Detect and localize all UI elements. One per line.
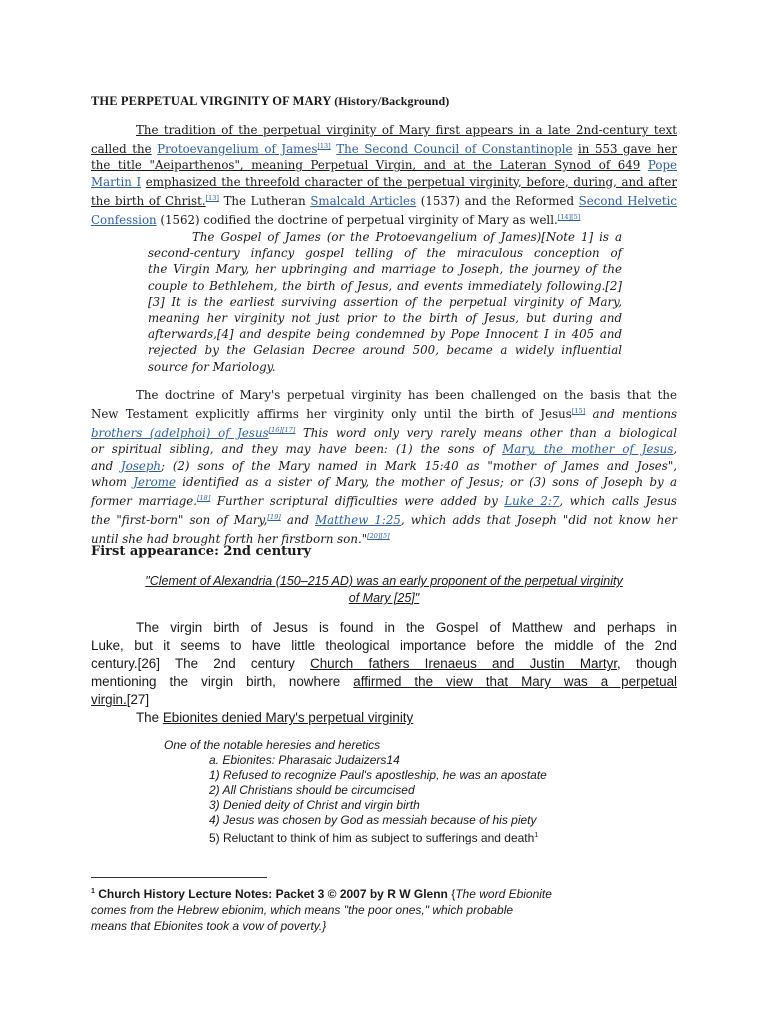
list-item: 4) Jesus was chosen by God as messiah because of his piety (209, 813, 537, 827)
quote-line: [3] It is the earliest surviving assertion of the perpetual virginity of Mary, (148, 294, 622, 309)
vb-line-6: The Ebionites denied Mary's perpetual virginity (136, 710, 414, 725)
intro-line-5: the birth of Christ.[13] The Lutheran Smalcald Articles (1537) and the Reformed Second Helvetic (91, 193, 678, 208)
footnote (91, 884, 591, 934)
link-mary-mother[interactable]: Mary, the mother of Jesus (502, 442, 674, 457)
link-joseph[interactable]: Joseph (121, 458, 162, 473)
citation-18[interactable]: [18] (197, 494, 211, 503)
footnote-source: Church History Lecture Notes: Packet 3 © 2007 by R W Glenn (98, 887, 448, 901)
quote-line: couple to Bethlehem, the birth of Jesus, and events immediately following.[2] (148, 278, 622, 293)
link-council-constantinople[interactable]: The Second Council of Constantinople (336, 142, 573, 157)
footnote-line-2: comes from the Hebrew ebionim, which means "the poor ones," which probable (91, 903, 514, 917)
intro-line-1: The tradition of the perpetual virginity of Mary first appears in a late 2nd-century text (136, 123, 677, 137)
quote-line: afterwards,[4] and despite being condemned by Pope Innocent I in 405 and (148, 327, 622, 342)
citation-20[interactable]: [20][5] (367, 532, 390, 541)
footnote-marker[interactable]: 1 (534, 832, 539, 839)
intro-line-4: Martin I emphasized the threefold character of the perpetual virginity, before, during, and after (91, 174, 677, 189)
virgin-birth-paragraph (91, 619, 677, 727)
link-jerome[interactable]: Jerome (133, 474, 176, 489)
link-protoevangelium[interactable]: Protoevangelium of James (157, 142, 318, 157)
page-title (91, 94, 449, 109)
affirmed-view-phrase: affirmed the view that Mary was a perpetual (353, 674, 678, 689)
doctrine-line-7: former marriage.[18] Further scriptural difficulties were added by Luke 2:7, which calls Jesus (91, 493, 677, 508)
quote-line: source for Mariology. (148, 359, 276, 374)
vb-line-5: virgin.[27] (91, 692, 150, 707)
vb-line-1: The virgin birth of Jesus is found in the Gospel of Matthew and perhaps in (136, 620, 677, 635)
doctrine-line-8: the "first-born" son of Mary,[19] and Matthew 1:25, which adds that Joseph "did not know her (91, 513, 677, 528)
footnote-line-3: means that Ebionites took a vow of poverty.} (91, 919, 327, 933)
citation-19[interactable]: [19] (267, 513, 281, 522)
list-item: 5) Reluctant to think of him as subject to sufferings and death$^1$ (209, 831, 539, 845)
doctrine-line-1: The doctrine of Mary's perpetual virginity has been challenged on the basis that the (136, 388, 677, 402)
clement-quote (91, 573, 677, 607)
link-pope[interactable]: Pope (647, 158, 677, 173)
doctrine-line-6: whom Jerome identified as a sister of Mary, the mother of Jesus; or (3) sons of Joseph by a (91, 474, 678, 489)
citation-13b[interactable]: [13] (205, 193, 219, 202)
link-smalcald[interactable]: Smalcald Articles (310, 193, 417, 208)
doctrine-line-4: or spiritual sibling, and they may have been: (1) the sons of Mary, the mother of Jesus, (91, 442, 677, 457)
gospel-of-james-quote (148, 229, 622, 375)
citation-13a[interactable]: [13] (317, 142, 331, 151)
doctrine-line-9: until she had brought forth her firstborn son."[20][5] (91, 532, 390, 547)
heresies-subheader: a. Ebionites: Pharasaic Judaizers14 (209, 753, 400, 767)
list-item: 3) Denied deity of Christ and virgin birth (209, 798, 420, 812)
quote-line: second-century infancy gospel telling of the miraculous conception of (148, 246, 622, 261)
doctrine-line-2: New Testament explicitly affirms her virginity only until the birth of Jesus[15] and mentions (91, 407, 678, 422)
quote-line: the Virgin Mary, her upbringing and marriage to Joseph, the journey of the (148, 262, 622, 277)
quote-line: The Gospel of James (or the Protoevangelium of James)[Note 1] is a (192, 230, 622, 244)
intro-line-3: the title "Aeiparthenos", meaning Perpetual Virgin, and at the Lateran Synod of 649 Pope (91, 158, 677, 173)
citation-14[interactable]: [14][5] (557, 212, 581, 221)
quote-line: meaning her virginity not just prior to the birth of Jesus, but during and (148, 311, 622, 326)
link-second-helvetic[interactable]: Second Helvetic (578, 193, 678, 208)
doctrine-paragraph (91, 387, 677, 547)
section-heading: First appearance: 2nd century (91, 544, 312, 559)
heresies-header: One of the notable heresies and heretics (164, 738, 381, 752)
citation-16-17[interactable]: [16][17] (268, 426, 296, 435)
citation-15[interactable]: [15] (571, 407, 586, 416)
intro-paragraph (91, 122, 677, 228)
link-brothers-of-jesus[interactable]: brothers (adelphoi) of Jesus (91, 426, 269, 441)
intro-line-6: Confession (1562) codified the doctrine of perpetual virginity of Mary as well.[14][5] (91, 212, 581, 227)
list-item: 1) Refused to recognize Paul's apostleship, he was an apostate (209, 768, 547, 782)
vb-line-4: mentioning the virgin birth, nowhere affirmed the view that Mary was a perpetual (91, 674, 678, 689)
link-confession[interactable]: Confession (91, 212, 157, 227)
title-sub: (History/Background) (334, 94, 450, 108)
footnote-line-1: $^1$ Church History Lecture Notes: Packet 3 © 2007 by R W Glenn {The word Ebionite (91, 887, 552, 901)
heresies-list (164, 738, 547, 846)
vb-line-3: century.[26] The 2nd century Church fathers Irenaeus and Justin Martyr, though (91, 656, 677, 671)
church-fathers-phrase: Church fathers Irenaeus and Justin Martyr (310, 656, 618, 671)
link-matthew-1-25[interactable]: Matthew 1:25 (315, 513, 401, 528)
link-luke-2-7[interactable]: Luke 2:7 (504, 493, 560, 508)
ebionites-phrase: Ebionites denied Mary's perpetual virginity (162, 710, 414, 725)
title-main: THE PERPETUAL VIRGINITY OF MARY (91, 94, 331, 108)
clement-quote-line-1: "Clement of Alexandria (150–215 AD) was an early proponent of the perpetual virginity (145, 574, 623, 588)
link-martin-i[interactable]: Martin I (91, 174, 142, 189)
vb-line-2: Luke, but it seems to have little theological importance before the middle of the 2nd (91, 638, 677, 653)
list-item: 2) All Christians should be circumcised (209, 783, 415, 797)
doctrine-line-3: brothers (adelphoi) of Jesus[16][17] This word only very rarely means other than a biological (91, 426, 677, 441)
clement-quote-line-2: of Mary [25]" (348, 591, 420, 605)
doctrine-line-5: and Joseph; (2) sons of the Mary named in Mark 15:40 as "mother of James and Joses", (91, 458, 677, 473)
quote-line: rejected by the Gelasian Decree around 500, became a widely influential (148, 343, 622, 358)
footnote-divider (91, 877, 267, 878)
intro-line-2: called the Protoevangelium of James[13] The Second Council of Constantinople in 553 gave her (91, 142, 678, 157)
